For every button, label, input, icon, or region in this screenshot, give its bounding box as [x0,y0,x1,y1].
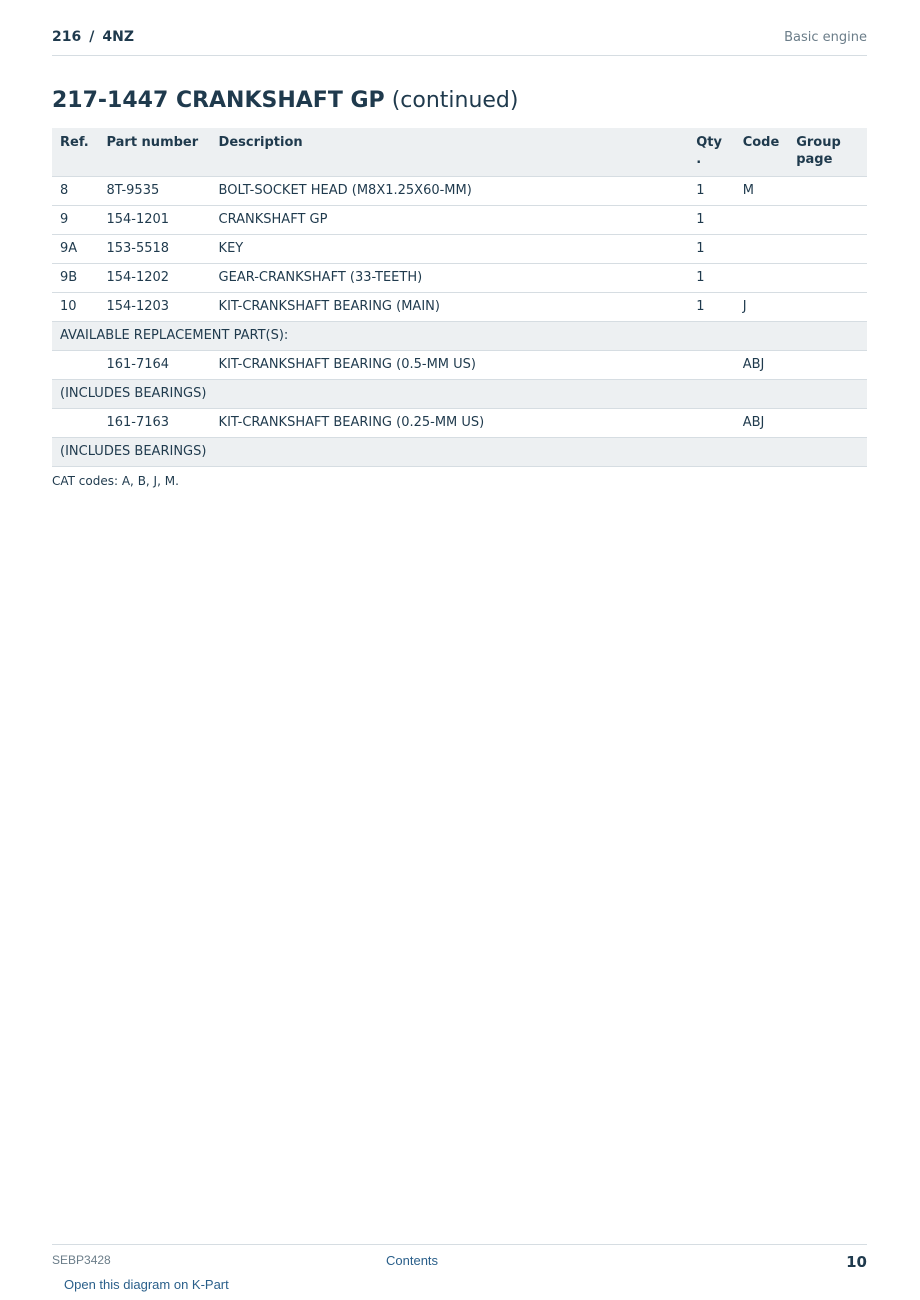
cell-ref [52,351,98,380]
cell-description: KEY [211,235,689,264]
page-footer [52,1244,867,1295]
cell-qty [688,351,734,380]
table-header-row [52,128,867,177]
cat-codes-note: CAT codes: A, B, J, M. [52,474,179,488]
table-row [52,351,867,380]
table-row [52,235,867,264]
column-header-part-number: Part number [98,128,210,177]
cell-part-number: 154-1203 [98,293,210,322]
cell-group-page [788,264,867,293]
cell-description: BOLT-SOCKET HEAD (M8X1.25X60-MM) [211,177,689,206]
group-header-line2: page [796,152,833,167]
cell-part-number: 161-7163 [98,409,210,438]
table-row [52,177,867,206]
title-part-name: 217-1447 CRANKSHAFT GP [52,88,385,113]
table-row [52,264,867,293]
cell-ref: 9B [52,264,98,293]
cell-group-page [788,351,867,380]
note-row [52,438,867,467]
cell-qty [688,409,734,438]
parts-table [52,128,867,467]
cell-code [735,235,789,264]
cell-code: J [735,293,789,322]
cell-code: ABJ [735,409,789,438]
column-header-group-page [788,128,867,177]
cell-code: M [735,177,789,206]
kpart-diagram-link[interactable]: Open this diagram on K-Part [64,1277,229,1292]
table-row [52,206,867,235]
cell-ref: 9 [52,206,98,235]
note-text: (INCLUDES BEARINGS) [52,380,867,409]
cell-qty: 1 [688,206,734,235]
table-row [52,293,867,322]
column-header-code: Code [735,128,789,177]
cell-part-number: 154-1201 [98,206,210,235]
title-suffix: (continued) [391,88,519,113]
cell-ref [52,409,98,438]
section-name: Basic engine [784,30,867,45]
cell-part-number: 161-7164 [98,351,210,380]
note-text: (INCLUDES BEARINGS) [52,438,867,467]
page-title [52,88,518,113]
cell-description: CRANKSHAFT GP [211,206,689,235]
cell-ref: 9A [52,235,98,264]
cell-part-number: 8T-9535 [98,177,210,206]
cell-description: GEAR-CRANKSHAFT (33-TEETH) [211,264,689,293]
note-row [52,322,867,351]
cell-code [735,264,789,293]
breadcrumb-page-ref: 216 [52,29,82,45]
cell-group-page [788,177,867,206]
document-id: SEBP3428 [52,1253,111,1267]
breadcrumb [52,29,134,45]
qty-header-line2: . [696,152,702,167]
note-text: AVAILABLE REPLACEMENT PART(S): [52,322,867,351]
cell-description: KIT-CRANKSHAFT BEARING (MAIN) [211,293,689,322]
cell-group-page [788,409,867,438]
cell-part-number: 154-1202 [98,264,210,293]
breadcrumb-separator: / [89,29,95,45]
cell-group-page [788,293,867,322]
column-header-ref: Ref. [52,128,98,177]
column-header-description: Description [211,128,689,177]
note-row [52,380,867,409]
qty-header-line1: Qty [696,135,722,150]
cell-ref: 10 [52,293,98,322]
cell-code: ABJ [735,351,789,380]
page-number: 10 [846,1253,867,1271]
column-header-qty [688,128,734,177]
cell-qty: 1 [688,293,734,322]
breadcrumb-model: 4NZ [102,29,134,45]
parts-table-body [52,177,867,467]
cell-group-page [788,206,867,235]
cell-group-page [788,235,867,264]
cell-qty: 1 [688,235,734,264]
group-header-line1: Group [796,135,841,150]
page-header [52,28,867,56]
cell-description: KIT-CRANKSHAFT BEARING (0.5-MM US) [211,351,689,380]
cell-description: KIT-CRANKSHAFT BEARING (0.25-MM US) [211,409,689,438]
cell-qty: 1 [688,177,734,206]
cell-ref: 8 [52,177,98,206]
cell-part-number: 153-5518 [98,235,210,264]
cell-code [735,206,789,235]
table-row [52,409,867,438]
contents-link[interactable]: Contents [386,1253,439,1268]
cell-qty: 1 [688,264,734,293]
